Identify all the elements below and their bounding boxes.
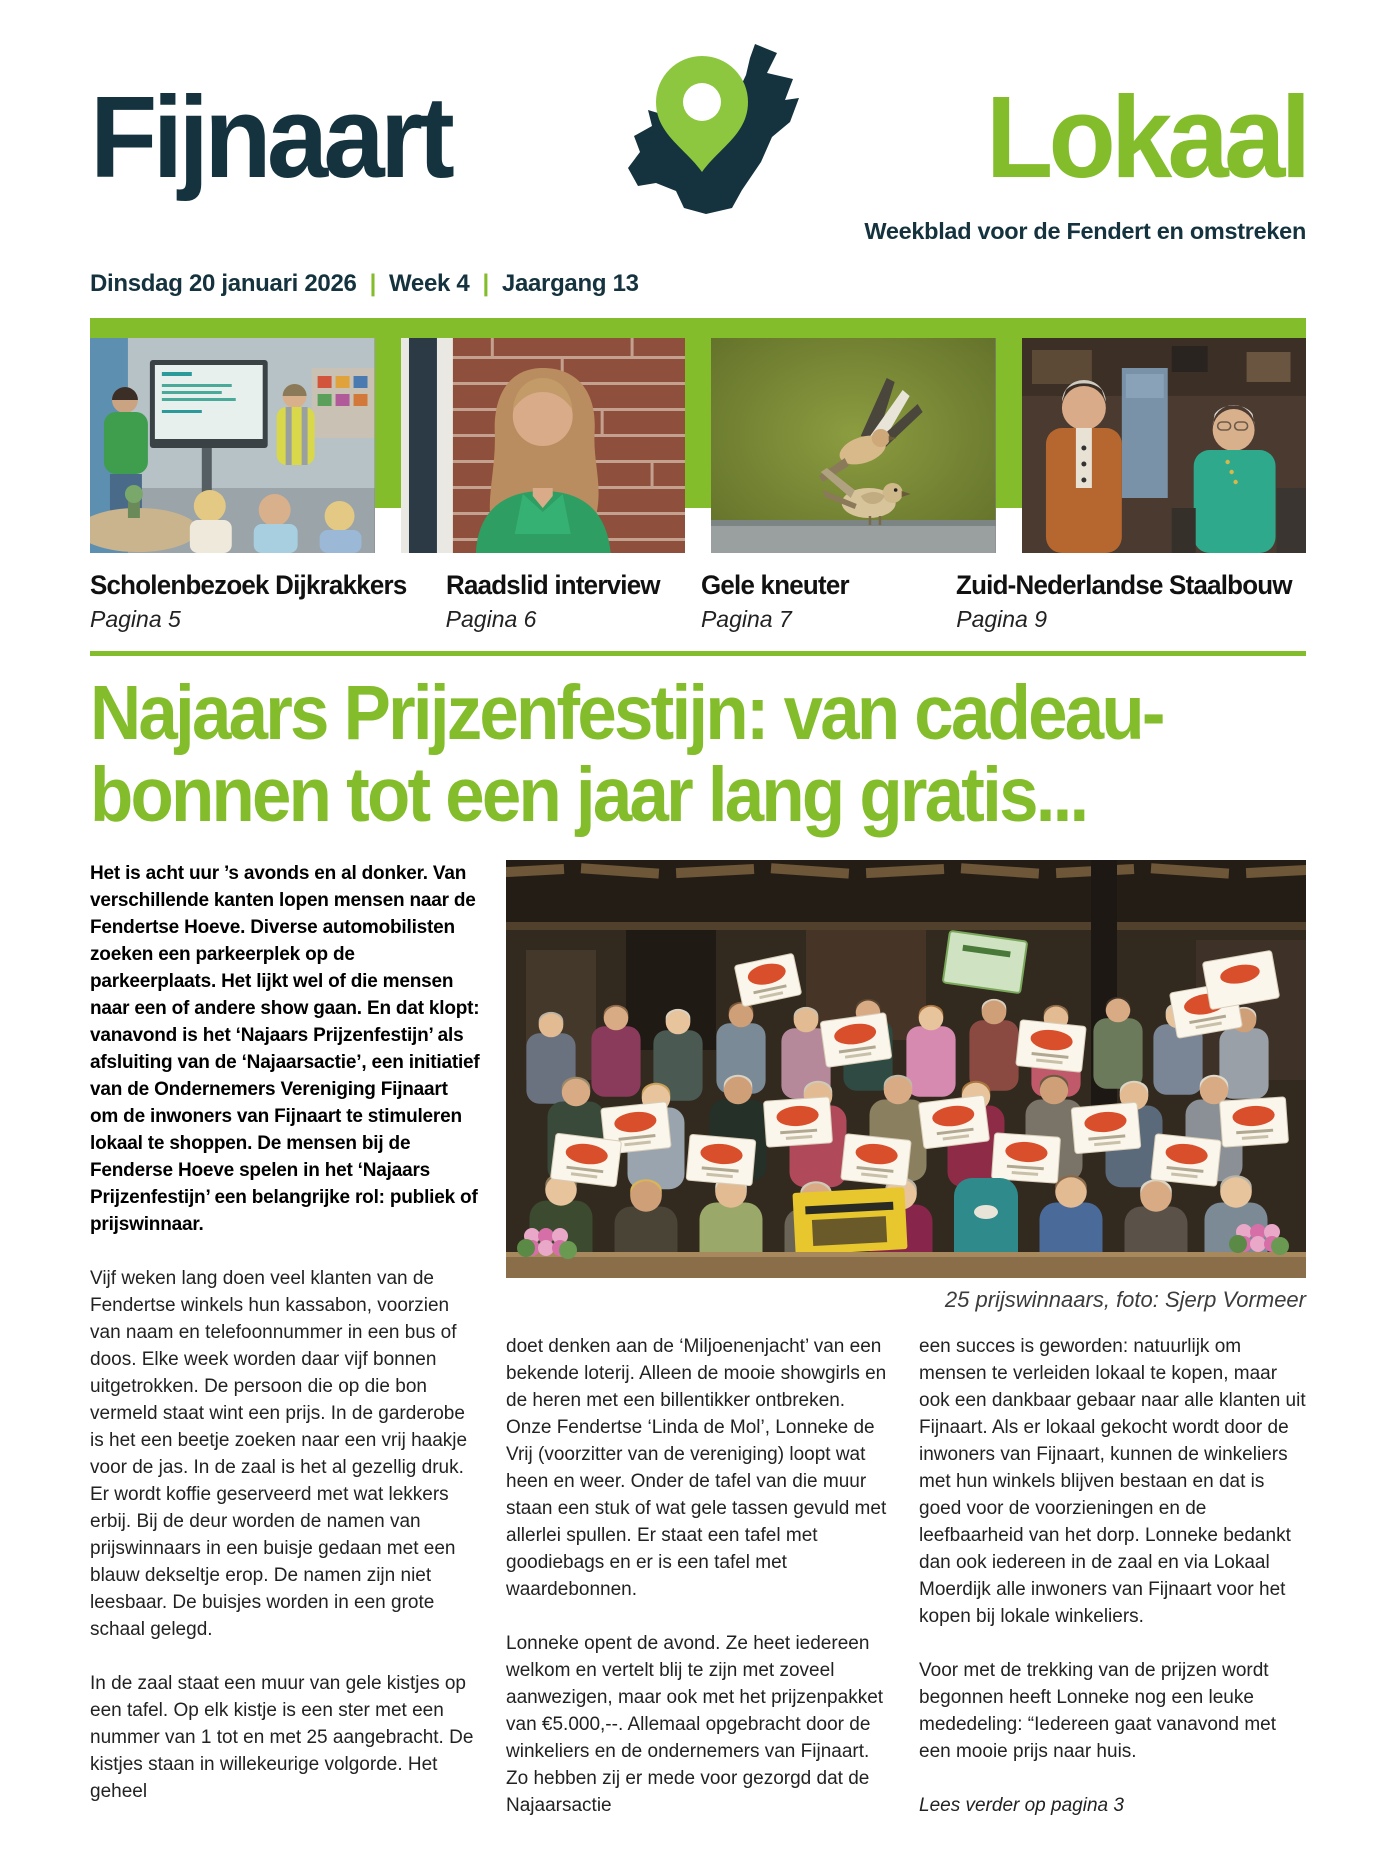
article-headline bbox=[90, 670, 1306, 839]
photo-caption: 25 prijswinnaars, foto: Sjerp Vormeer bbox=[944, 1287, 1306, 1313]
teaser-photo-staalbouw bbox=[1022, 338, 1307, 553]
dateline-week: Week 4 bbox=[388, 270, 470, 297]
tagline: Weekblad voor de Fendert en omstreken bbox=[864, 218, 1306, 244]
article-paragraph: In de zaal staat een muur van gele kistjes op een tafel. Op elk kistje is een ster met een nummer van 1 tot en met 25 aangebracht. De kistjes staan in willekeurige volgorde. Het geheel bbox=[90, 1673, 474, 1803]
divider-rule bbox=[90, 651, 1306, 656]
teaser-photo-raadslid bbox=[401, 338, 686, 553]
teaser-photo-bird bbox=[711, 338, 996, 553]
article-column-1 bbox=[90, 860, 480, 1846]
prizewinners-group-photo bbox=[506, 860, 1306, 1278]
masthead bbox=[90, 58, 1306, 254]
article-body bbox=[90, 860, 1306, 1846]
teaser-page: Pagina 7 bbox=[700, 606, 792, 633]
teaser-item bbox=[956, 571, 1306, 633]
logo-lokaal: Lokaal bbox=[985, 72, 1306, 202]
teaser-band bbox=[90, 318, 1306, 554]
headline-line-2: bonnen tot een jaar lang gratis... bbox=[90, 752, 1087, 839]
municipality-map-icon bbox=[609, 40, 821, 221]
teaser-title: Gele kneuter bbox=[700, 570, 849, 600]
dateline-date: Dinsdag 20 januari 2026 bbox=[90, 270, 357, 297]
article-intro: Het is acht uur ’s avonds en al donker. Van verschillende kanten lopen mensen naar de Fendertse Hoeve. Diverse automobilisten zoeken een parkeerplek op de parkeerplaats. Het lijkt wel of die mensen naar een of andere show gaan. En dat klopt: vanavond is het ‘Najaars Prijzenfestijn’ als afsluiting van de ‘Najaarsactie’, een initiatief van de Ondernemers Vereniging Fijnaart om de inwoners van Fijnaart te stimuleren lokaal te shoppen. De mensen bij de Fenderse Hoeve spelen in het ‘Najaars Prijzenfestijn’ een belangrijke rol: publiek of prijswinnaar. bbox=[90, 863, 480, 1236]
article-paragraph: doet denken aan de ‘Miljoenenjacht’ van een bekende loterij. Alleen de mooie showgirls en de heren met een billentikker ontbreken. Onze Fendertse ‘Linda de Mol’, Lonneke de Vrij (voorzitter van de vereniging) loopt wat heen en weer. Onder de tafel van die muur staan een stuk of wat gele tassen gevuld met allerlei spullen. Er staat een tafel met goodiebags en er is een tafel met waardebonnen. bbox=[506, 1336, 887, 1601]
article-paragraph: Vijf weken lang doen veel klanten van de Fendertse winkels hun kassabon, voorzien van naam en telefoonnummer in een bus of doos. Elke week worden daar vijf bonnen uitgetrokken. De persoon die op die bon vermeld staat wint een prijs. In de garderobe is het een beetje zoeken naar een vrij haakje voor de jas. In de zaal is het al gezellig druk. Er wordt koffie geserveerd met wat lekkers erbij. Bij de deur worden de namen van prijswinnaars in een buisje gedaan met een blauw dekseltje erop. De namen zijn niet leesbaar. De buisjes worden in een grote schaal gelegd. bbox=[90, 1268, 468, 1641]
headline-line-1: Najaars Prijzenfestijn: van cadeau- bbox=[90, 670, 1163, 757]
article-right-area bbox=[506, 860, 1306, 1846]
read-more-note: Lees verder op pagina 3 bbox=[919, 1795, 1124, 1817]
teaser-page: Pagina 9 bbox=[956, 606, 1048, 633]
teaser-item bbox=[701, 571, 930, 633]
dateline-volume: Jaargang 13 bbox=[501, 270, 639, 297]
teaser-item bbox=[446, 571, 675, 633]
teaser-photo-classroom bbox=[90, 338, 375, 553]
teaser-page: Pagina 6 bbox=[445, 606, 537, 633]
teaser-item bbox=[90, 571, 420, 633]
teaser-title: Scholenbezoek Dijkrakkers bbox=[90, 570, 407, 600]
article-paragraph: een succes is geworden: natuurlijk om mensen te verleiden lokaal te kopen, maar ook een dankbaar gebaar naar alle klanten uit Fijnaart. Als er lokaal gekocht wordt door de inwoners van Fijnaart, kunnen de winkeliers met hun winkels blijven bestaan en dat is goed voor de voorzieningen en de leefbaarheid van het dorp. Lonneke bedankt dan ook iedereen in de zaal en via Lokaal Moerdijk alle inwoners van Fijnaart voor het kopen bij lokale winkeliers. bbox=[919, 1336, 1306, 1628]
article-column-2 bbox=[506, 1333, 893, 1846]
dateline-separator: | bbox=[369, 270, 376, 297]
article-column-3 bbox=[919, 1333, 1306, 1846]
article-paragraph: Voor met de trekking van de prijzen wordt begonnen heeft Lonneke nog een leuke mededeling: “Iedereen gaat vanavond met een mooie prijs naar huis. bbox=[919, 1660, 1277, 1763]
teaser-captions bbox=[90, 571, 1306, 633]
logo-fijnaart: Fijnaart bbox=[90, 72, 451, 202]
teaser-page: Pagina 5 bbox=[90, 606, 181, 633]
article-paragraph: Lonneke opent de avond. Ze heet iedereen welkom en vertelt blij te zijn met zoveel aanwezigen, maar ook met het prijzenpakket van €5.000,--. Allemaal opgebracht door de winkeliers en de ondernemers van Fijnaart. Zo hebben zij er mede voor gezorgd dat de Najaarsactie bbox=[506, 1633, 884, 1817]
teaser-title: Zuid-Nederlandse Staalbouw bbox=[956, 570, 1293, 600]
dateline bbox=[90, 270, 1306, 298]
dateline-separator: | bbox=[482, 270, 489, 297]
teaser-title: Raadslid interview bbox=[445, 570, 660, 600]
